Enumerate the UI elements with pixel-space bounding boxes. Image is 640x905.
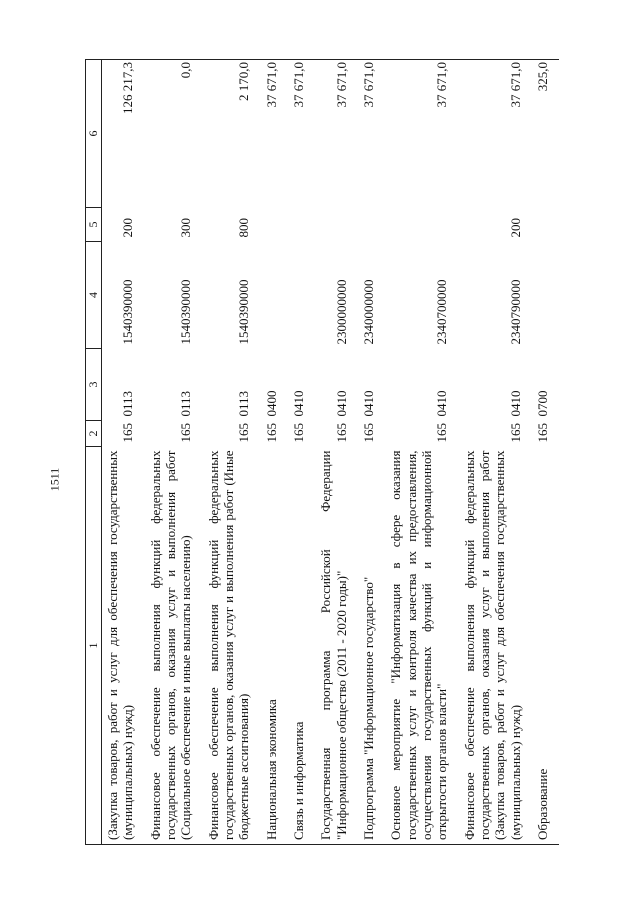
section-code: 0410	[434, 390, 450, 417]
expense-type-code	[385, 208, 458, 242]
expense-type-code: 800	[236, 218, 252, 238]
amount: 37 671,0	[385, 60, 458, 208]
table-row	[102, 60, 145, 845]
target-article-code: 2300000000	[333, 279, 349, 345]
section-code: 0410	[333, 390, 349, 417]
budget-table	[85, 59, 559, 845]
amount: 126 217,3	[102, 60, 145, 208]
table-row	[288, 60, 315, 845]
expense-type-code	[261, 208, 288, 242]
section-code: 0410	[360, 390, 376, 417]
table-row	[532, 60, 559, 845]
section-code: 0410	[507, 390, 523, 417]
amount: 0,0	[145, 60, 203, 208]
table-row	[459, 60, 532, 845]
row-name: Образование	[532, 447, 559, 845]
ministry-code: 165	[120, 423, 136, 443]
table-row	[203, 60, 261, 845]
amount: 2 170,0	[203, 60, 261, 208]
section-code: 0113	[178, 390, 194, 417]
row-name: Финансовое обеспечение выполнения функций федеральных государственных органов, оказания услуг и выполнения работ (Социальное обеспечение и иные выплаты населению)	[145, 447, 203, 845]
table-row	[315, 60, 358, 845]
target-article-code: 1540390000	[120, 279, 136, 345]
amount: 37 671,0	[261, 60, 288, 208]
target-article-code: 1540390000	[178, 279, 194, 345]
table-row	[385, 60, 458, 845]
expense-type-code	[358, 208, 385, 242]
row-name: (Закупка товаров, работ и услуг для обеспечения государственных (муниципальных) нужд)	[102, 447, 145, 845]
page-number: 1511	[47, 467, 62, 492]
amount: 37 671,0	[358, 60, 385, 208]
section-code: 0700	[534, 390, 550, 417]
rotated-page	[85, 60, 585, 845]
row-name: Государственная программа Российской Федерации "Информационное общество (2011 - 2020 годы)"	[315, 447, 358, 845]
amount: 37 671,0	[315, 60, 358, 208]
ministry-code: 165	[290, 423, 306, 443]
ministry-code: 165	[333, 423, 349, 443]
table-body	[102, 60, 560, 845]
row-name: Финансовое обеспечение выполнения функций федеральных государственных органов, оказания услуг и выполнения работ (Иные бюджетные ассигнования)	[203, 447, 261, 845]
table-row	[261, 60, 288, 845]
row-name: Основное мероприятие "Информатизация в сфере оказания государственных услуг и контроля качества их предоставления, осуществления государственных функций и информационной открытости органов власти"	[385, 447, 458, 845]
ministry-code: 165	[263, 423, 279, 443]
table-row	[145, 60, 203, 845]
section-code: 0113	[120, 390, 136, 417]
amount: 37 671,0	[288, 60, 315, 208]
ministry-code: 165	[178, 423, 194, 443]
ministry-code: 165	[236, 423, 252, 443]
column-header: 4	[86, 242, 102, 349]
ministry-code: 165	[534, 423, 550, 443]
section-code: 0113	[236, 390, 252, 417]
expense-type-code	[532, 208, 559, 242]
target-article-code	[261, 242, 288, 349]
expense-type-code	[315, 208, 358, 242]
target-article-code	[532, 242, 559, 349]
section-code: 0410	[290, 390, 306, 417]
table-row	[358, 60, 385, 845]
amount: 37 671,0	[459, 60, 532, 208]
expense-type-code: 200	[120, 218, 136, 238]
row-name: Национальная экономика	[261, 447, 288, 845]
row-name: Подпрограмма "Информационное государство"	[358, 447, 385, 845]
amount: 325,0	[532, 60, 559, 208]
ministry-code: 165	[434, 423, 450, 443]
column-header: 6	[86, 60, 102, 208]
column-header: 5	[86, 208, 102, 242]
column-header: 1	[86, 447, 102, 845]
column-header: 2	[86, 421, 102, 447]
ministry-code: 165	[507, 423, 523, 443]
target-article-code: 2340790000	[507, 279, 523, 345]
target-article-code: 2340700000	[434, 279, 450, 345]
section-code: 0400	[263, 390, 279, 417]
expense-type-code: 300	[178, 218, 194, 238]
target-article-code	[288, 242, 315, 349]
table-header-row	[86, 60, 102, 845]
target-article-code: 2340000000	[360, 279, 376, 345]
row-name: Связь и информатика	[288, 447, 315, 845]
column-header: 3	[86, 349, 102, 421]
expense-type-code	[288, 208, 315, 242]
row-name: Финансовое обеспечение выполнения функций федеральных государственных органов, оказания услуг и выполнения работ (Закупка товаров, работ и услуг для обеспечения государственных (муниципальных) нужд)	[459, 447, 532, 845]
ministry-code: 165	[360, 423, 376, 443]
target-article-code: 1540390000	[236, 279, 252, 345]
expense-type-code: 200	[507, 218, 523, 238]
